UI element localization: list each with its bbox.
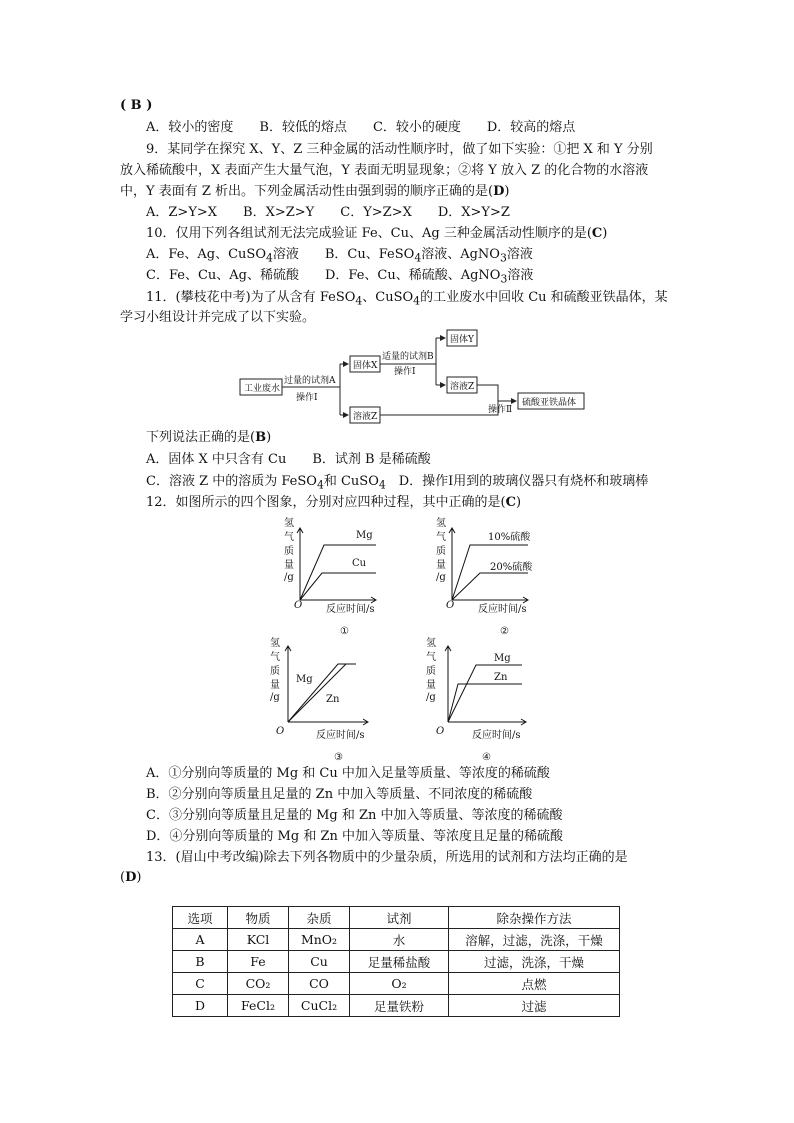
- graph-1-caption: ①: [340, 626, 349, 637]
- solid-x-label: 固体X: [353, 361, 378, 371]
- table-row: B Fe Cu 足量稀盐酸 过滤，洗涤，干燥: [173, 951, 620, 973]
- graph-1-cu-line: [300, 573, 376, 600]
- svg-text:O: O: [276, 726, 285, 737]
- question-12-option-a: A．①分别向等质量的 Mg 和 Cu 中加入足量等质量、等浓度的稀硫酸: [146, 766, 550, 781]
- graph-1-cu-label: Cu: [352, 558, 367, 569]
- x-axis-label: 反应时间/s: [478, 604, 527, 615]
- svg-text:量: 量: [270, 680, 280, 691]
- graph-2-20pct-line: [452, 573, 528, 600]
- svg-text:/g: /g: [270, 692, 280, 703]
- reagent-a-label: 过量的试剂A: [284, 376, 336, 386]
- x-axis-label: 反应时间/s: [326, 604, 375, 615]
- graph-3: [262, 634, 382, 764]
- x-axis-label: 反应时间/s: [472, 730, 521, 741]
- question-11-stem-line2: 学习小组设计并完成了以下实验。: [120, 310, 316, 325]
- question-9-stem-line3: 中，Y 表面有 Z 析出。下列金属活动性由强到弱的顺序正确的是(D): [120, 184, 510, 199]
- svg-text:氢: 氢: [426, 638, 436, 649]
- svg-text:质: 质: [270, 666, 280, 677]
- crystal-label: 硫酸亚铁晶体: [522, 398, 577, 408]
- solid-y-label: 固体Y: [450, 335, 474, 345]
- graph-3-mg-line: [288, 664, 356, 722]
- question-8-options: A．较小的密度 B．较低的熔点 C．较小的硬度 D．较高的熔点: [146, 120, 576, 135]
- svg-text:O: O: [294, 600, 303, 611]
- svg-text:量: 量: [436, 560, 446, 571]
- svg-text:量: 量: [426, 680, 436, 691]
- question-13-stem: 13．(眉山中考改编)除去下列各物质中的少量杂质，所选用的试剂和方法均正确的是: [146, 850, 628, 865]
- graph-3-mg-label: Mg: [296, 674, 313, 685]
- impurity-removal-table: [172, 906, 620, 1017]
- svg-text:O: O: [446, 600, 455, 611]
- svg-text:氢: 氢: [284, 518, 294, 529]
- operation-1b-label: 操作Ⅰ: [394, 367, 416, 377]
- question-9-answer: D: [493, 184, 505, 199]
- svg-text:量: 量: [284, 560, 294, 571]
- svg-text:质: 质: [436, 546, 446, 557]
- graph-4-mg-label: Mg: [494, 653, 511, 664]
- svg-text:气: 气: [284, 532, 294, 543]
- graph-4-zn-line: [448, 684, 522, 722]
- graph-2: [432, 514, 552, 642]
- svg-text:气: 气: [436, 532, 446, 543]
- process-flowchart: [236, 326, 588, 426]
- operation-1a-label: 操作Ⅰ: [296, 393, 318, 403]
- solution-z-top-label: 溶液Z: [450, 382, 475, 392]
- question-12-option-d: D．④分别向等质量的 Mg 和 Zn 中加入等质量、等浓度且足量的稀硫酸: [146, 829, 563, 844]
- graph-2-20pct-label: 20%硫酸: [490, 562, 533, 573]
- table-row: C CO₂ CO O₂ 点燃: [173, 973, 620, 995]
- question-11-answer: B: [255, 430, 267, 445]
- question-10-answer: C: [591, 226, 603, 241]
- question-11-stem-line1: 11．(攀枝花中考)为了从含有 FeSO$_4$、CuSO$_4$的工业废水中回收 Cu 和硫酸亚铁晶体，某: [146, 290, 668, 308]
- question-8-answer: ( B ): [120, 98, 153, 113]
- svg-text:/g: /g: [426, 692, 436, 703]
- graph-2-caption: ②: [500, 626, 509, 637]
- graph-3-zn-label: Zn: [326, 694, 340, 705]
- graph-1-mg-label: Mg: [356, 530, 373, 541]
- svg-text:气: 气: [426, 652, 436, 663]
- waste-water-label: 工业废水: [244, 384, 281, 394]
- svg-text:O: O: [436, 726, 445, 737]
- x-axis-label: 反应时间/s: [316, 730, 365, 741]
- svg-text:/g: /g: [436, 572, 446, 583]
- svg-text:质: 质: [426, 666, 436, 677]
- operation-2-label: 操作Ⅱ: [488, 405, 513, 415]
- question-10-stem: 10．仅用下列各组试剂无法完成验证 Fe、Cu、Ag 三种金属活动性顺序的是(C): [146, 226, 608, 241]
- table-row: D FeCl₂ CuCl₂ 足量铁粉 过滤: [173, 995, 620, 1017]
- question-11-options-ab: A．固体 X 中只含有 Cu B．试剂 B 是稀硫酸: [146, 452, 431, 467]
- graph-4-caption: ④: [482, 752, 491, 763]
- question-10-options-ab: A．Fe、Ag、CuSO$_4$溶液 B．Cu、FeSO$_4$溶液、AgNO$_3$溶液: [146, 247, 533, 265]
- question-9-stem-line2: 放入稀硫酸中，X 表面产生大量气泡，Y 表面无明显现象；②将 Y 放入 Z 的化合物的水溶液: [120, 163, 649, 178]
- graph-4-mg-line: [448, 665, 522, 722]
- question-11-prompt: 下列说法正确的是(B): [146, 430, 272, 445]
- question-13-answer-line: (D): [120, 870, 142, 885]
- svg-text:气: 气: [270, 652, 280, 663]
- graph-3-zn-line: [288, 664, 346, 722]
- question-10-options-cd: C．Fe、Cu、Ag、稀硫酸 D．Fe、Cu、稀硫酸、AgNO$_3$溶液: [146, 268, 534, 286]
- question-9-stem-line1: 9．某同学在探究 X、Y、Z 三种金属的活动性顺序时，做了如下实验：①把 X 和 Y 分别: [146, 142, 653, 157]
- svg-text:质: 质: [284, 546, 294, 557]
- reagent-b-label: 适量的试剂B: [382, 352, 434, 362]
- graph-4-zn-label: Zn: [494, 672, 508, 683]
- question-13-answer: D: [125, 870, 137, 885]
- table-header-row: 选项 物质 杂质 试剂 除杂操作方法: [173, 907, 620, 929]
- question-12-option-b: B．②分别向等质量且足量的 Zn 中加入等质量、不同浓度的稀硫酸: [146, 787, 533, 802]
- question-12-answer: C: [505, 495, 516, 510]
- question-12-option-c: C．③分别向等质量且足量的 Mg 和 Zn 中加入等质量、等浓度的稀硫酸: [146, 808, 563, 823]
- solution-z-bottom-label: 溶液Z: [353, 412, 378, 422]
- graph-1: [280, 514, 400, 642]
- question-11-options-cd: C．溶液 Z 中的溶质为 FeSO$_4$和 CuSO$_4$ D．操作Ⅰ用到的玻璃仪器只有烧杯和玻璃棒: [146, 474, 649, 492]
- svg-text:氢: 氢: [436, 518, 446, 529]
- svg-text:/g: /g: [284, 572, 294, 583]
- table-row: A KCl MnO₂ 水 溶解，过滤，洗涤，干燥: [173, 929, 620, 951]
- svg-text:氢: 氢: [270, 638, 280, 649]
- graph-2-10pct-label: 10%硫酸: [488, 532, 531, 543]
- graph-3-caption: ③: [334, 752, 343, 763]
- question-12-stem: 12．如图所示的四个图象，分别对应四种过程，其中正确的是(C): [146, 495, 522, 510]
- graph-4: [418, 634, 538, 764]
- question-9-options: A．Z>Y>X B．X>Z>Y C．Y>Z>X D．X>Y>Z: [146, 205, 510, 220]
